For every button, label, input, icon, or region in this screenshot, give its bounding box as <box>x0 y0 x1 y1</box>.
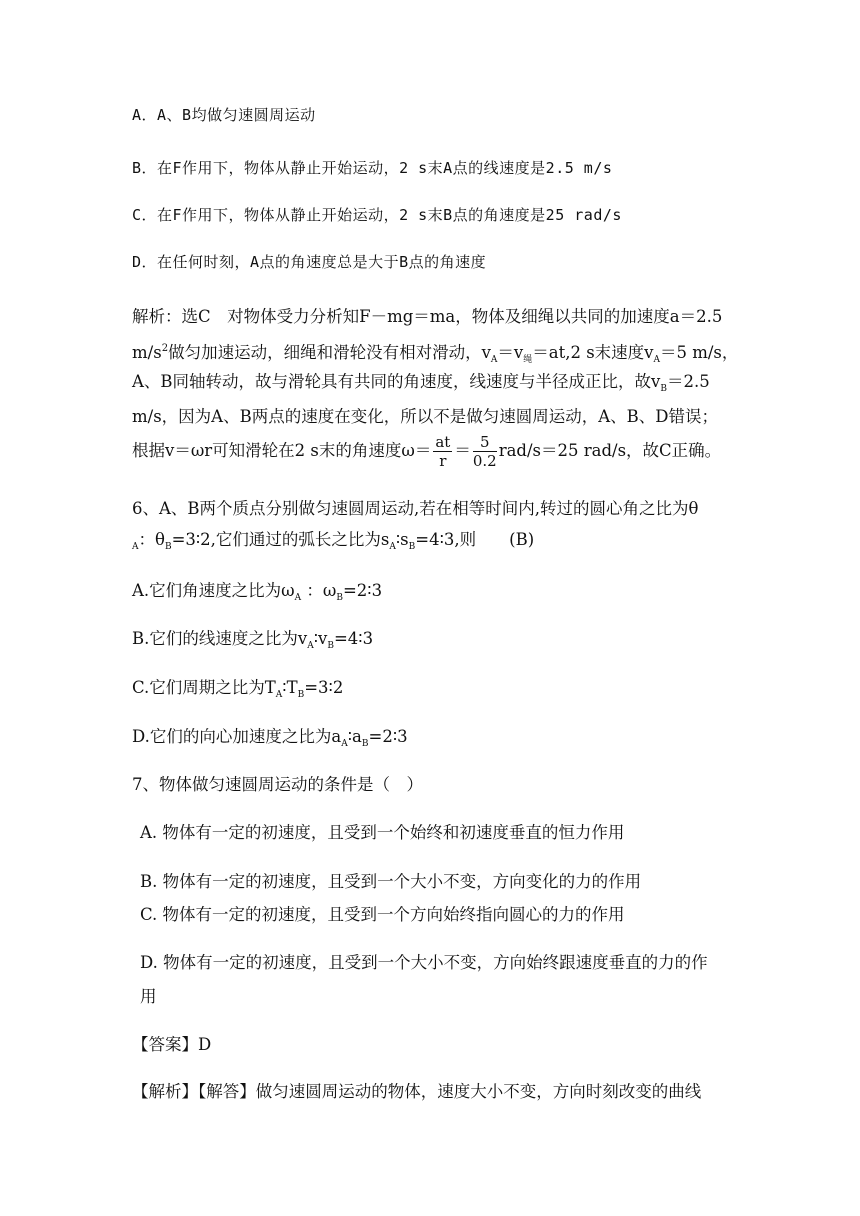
q6-option-d: D.它们的向心加速度之比为$a_A∶a_B=2∶3$ <box>132 727 408 749</box>
q7-option-b: B. 物体有一定的初速度，且受到一个大小不变，方向变化的力的作用 <box>140 872 642 891</box>
q5-option-b: B．在F作用下，物体从静止开始运动，2 s末A点的线速度是2.5 m/s <box>132 159 613 177</box>
fraction-5-over-0.2: $\frac{5}{0.2}$ <box>472 433 497 470</box>
q5-analysis-line-3: A、B同轴转动，故与滑轮具有共同的角速度，线速度与半径成正比，故$v_B=2.5$ <box>132 372 710 394</box>
q5-analysis-line-2: $m/s^2$做匀加速运动，细绳和滑轮没有相对滑动，$v_A=v_绳=at,2$ s末速度$v_A=5$ m/s， <box>132 343 739 365</box>
q5-option-c: C．在F作用下，物体从静止开始运动，2 s末B点的角速度是25 rad/s <box>132 206 622 224</box>
q6-stem-line-2: $_A$：$\theta_B=3∶2$,它们通过的弧长之比为$s_A∶s_B=4∶3$,则 (B) <box>132 530 535 552</box>
q5-option-d: D．在任何时刻，A点的角速度总是大于B点的角速度 <box>132 253 487 271</box>
q5-analysis-line-1: 解析：选C 对物体受力分析知F－mg＝ma，物体及细绳以共同的加速度a＝2.5 <box>132 307 723 326</box>
q7-answer: 【答案】D <box>132 1035 212 1054</box>
q6-option-b: B.它们的线速度之比为$v_A∶v_B=4∶3$ <box>132 629 374 651</box>
q7-option-d-line-2: 用 <box>140 987 157 1006</box>
q6-option-a: A.它们角速度之比为$\omega_A$ ：$\omega_B=2∶3$ <box>132 581 383 603</box>
fraction-at-over-r: $\frac{at}{r}$ <box>435 433 451 470</box>
q6-option-c: C.它们周期之比为$T_A∶T_B=3∶2$ <box>132 678 344 700</box>
q7-option-c: C. 物体有一定的初速度，且受到一个方向始终指向圆心的力的作用 <box>140 905 625 924</box>
q7-option-d-line-1: D. 物体有一定的初速度，且受到一个大小不变，方向始终跟速度垂直的力的作 <box>140 953 708 972</box>
q7-stem: 7、物体做匀速圆周运动的条件是（ ） <box>132 775 423 794</box>
q7-option-a: A. 物体有一定的初速度，且受到一个始终和初速度垂直的恒力作用 <box>140 823 625 842</box>
q5-option-a: A．A、B均做匀速圆周运动 <box>132 106 316 124</box>
q5-analysis-line-4: m/s，因为A、B两点的速度在变化，所以不是做匀速圆周运动，A、B、D错误； <box>132 407 718 426</box>
q7-analysis: 【解析】【解答】做匀速圆周运动的物体，速度大小不变，方向时刻改变的曲线 <box>132 1082 702 1101</box>
q6-stem-line-1: 6、A、B两个质点分别做匀速圆周运动,若在相等时间内,转过的圆心角之比为θ <box>132 499 699 518</box>
q5-analysis-line-5: 根据v＝ωr可知滑轮在2 s末的角速度ω＝ $\frac{at}{r}$ ＝ $\frac{5}{0.2}$ rad/s＝25 rad/s，故C正确。 <box>132 433 722 470</box>
